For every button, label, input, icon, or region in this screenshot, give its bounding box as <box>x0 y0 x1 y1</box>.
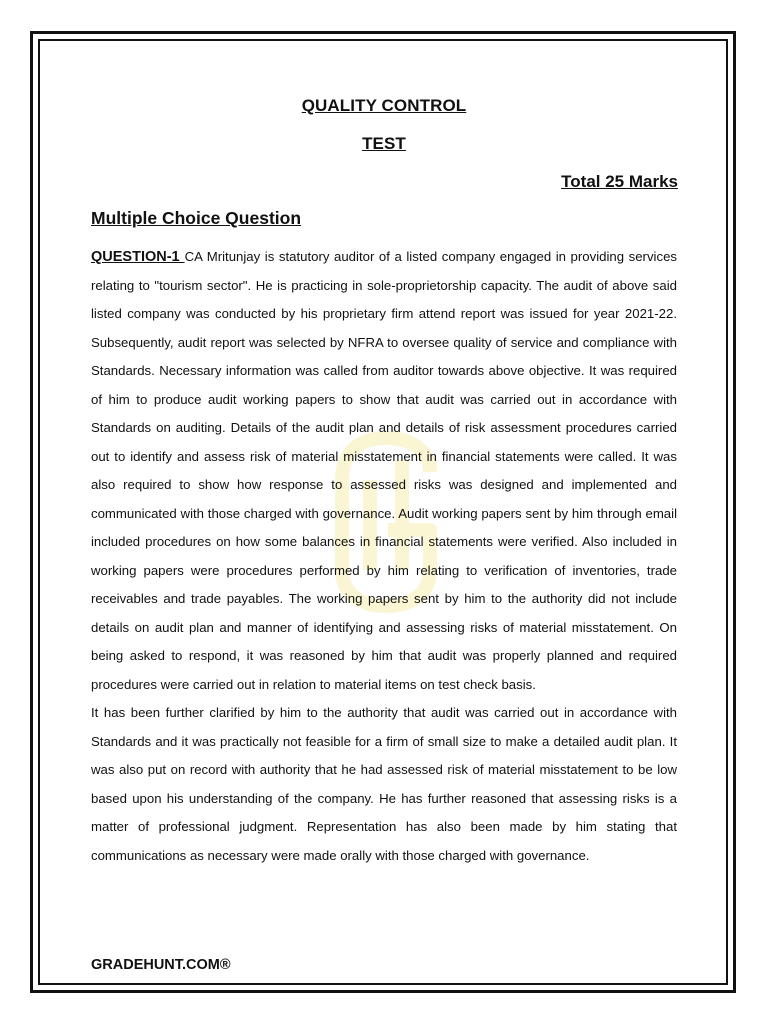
question-label: QUESTION-1 <box>91 249 185 265</box>
page-title: QUALITY CONTROL <box>301 96 467 115</box>
footer-brand: GRADEHUNT.COM® <box>91 957 231 973</box>
section-heading: Multiple Choice Question <box>91 208 302 228</box>
question-body <box>91 243 677 870</box>
question-text-1: CA Mritunjay is statutory auditor of a listed company engaged in providing services relating to "tourism sector". He is practicing in sole-proprietorship capacity. The audit of above said listed company was conducted by his proprietary firm attend report was issued for year 2021-22. Subsequently, audit report was selected by NFRA to oversee quality of service and compliance with Standards. Necessary information was called from auditor towards above objective. It was required of him to produce audit working papers to show that audit was carried out in accordance with Standards on auditing. Details of the audit plan and details of risk assessment procedures carried out to identify and assess risk of material misstatement in financial statements were called. It was also required to show how response to assessed risks was designed and implemented and communicated with those charged with governance. Audit working papers sent by him through email included procedures on how some balances in financial statements were verified. Also included in working papers were procedures performed by him relating to verification of inventories, trade receivables and trade payables. The working papers sent by him to the authority did not include details on audit plan and manner of identifying and assessing risks of material misstatement. On being asked to respond, it was reasoned by him that audit was properly planned and required procedures were carried out in relation to material items on test check basis. <box>91 249 677 692</box>
page-subtitle: TEST <box>362 134 406 153</box>
question-paragraph-1 <box>91 243 677 699</box>
total-marks: Total 25 Marks <box>561 172 678 191</box>
question-paragraph-2: It has been further clarified by him to the authority that audit was carried out in accordance with Standards and it was practically not feasible for a firm of small size to make a detailed audit plan. It was also put on record with authority that he had assessed risk of material misstatement to be low based upon his understanding of the company. He has further reasoned that assessing risks is a matter of professional judgment. Representation has also been made by him stating that communications as necessary were made orally with those charged with governance. <box>91 705 677 863</box>
